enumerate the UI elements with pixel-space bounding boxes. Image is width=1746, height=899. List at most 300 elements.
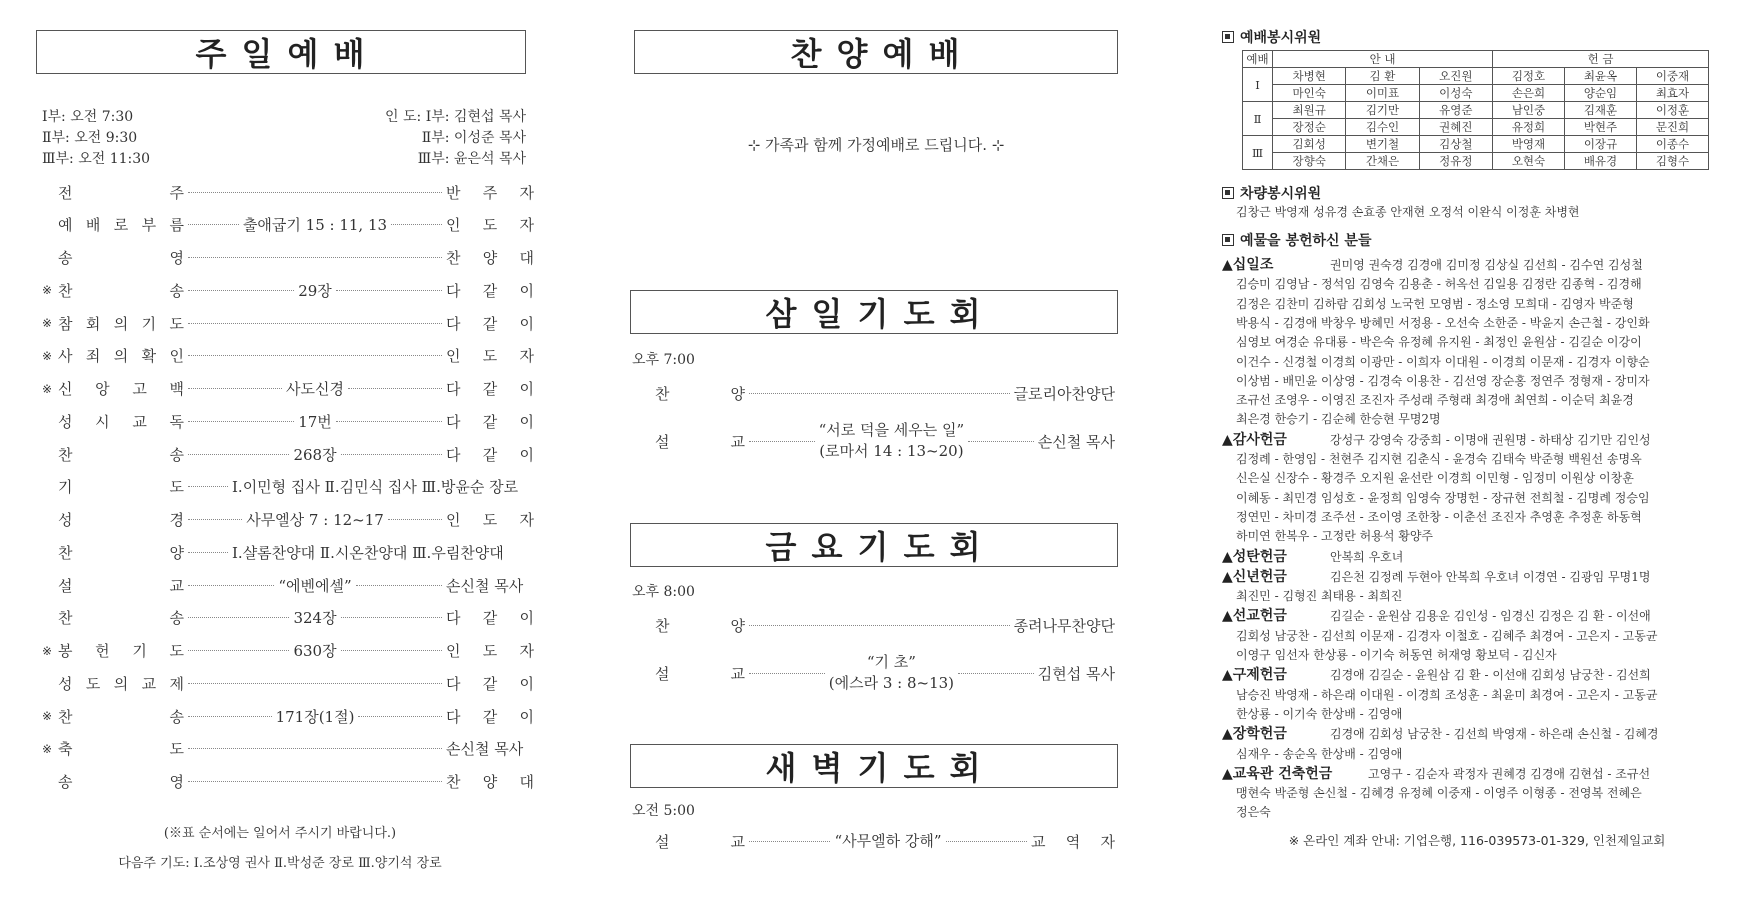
table-header bbox=[1243, 51, 1709, 68]
order-person-char: 이 bbox=[519, 609, 534, 628]
order-content-text: Ⅰ.샬롬찬양대 Ⅱ.시온찬양대 Ⅲ.우림찬양대 bbox=[232, 543, 504, 562]
meeting-row bbox=[655, 420, 1115, 462]
order-content bbox=[184, 706, 446, 727]
order-person-char: 다 bbox=[446, 281, 461, 300]
offering-names: 이영구 임선자 한상룡 - 이기숙 허동연 허재영 황보덕 - 김신자 bbox=[1236, 648, 1557, 662]
name-cell: 이미표 bbox=[1346, 85, 1419, 102]
meeting-label-char: 교 bbox=[730, 833, 745, 851]
dot-leader bbox=[356, 585, 442, 586]
order-person: 손신철 목사 bbox=[446, 740, 524, 759]
order-label-char: 시 bbox=[95, 412, 110, 431]
order-label-char: 도 bbox=[169, 478, 184, 497]
vehicle-committee-names: 김창근 박영재 성유경 손효종 안재현 오정석 이완식 이정훈 차병현 bbox=[1236, 205, 1580, 219]
meeting-label-char: 교 bbox=[730, 432, 745, 451]
sermon-title: “기 초” bbox=[866, 653, 916, 671]
order-label-char: 송 bbox=[169, 445, 184, 464]
online-account: ※ 온라인 계좌 안내: 기업은행, 116-039573-01-329, 인천제일교회 bbox=[1288, 833, 1666, 848]
dot-leader bbox=[188, 192, 442, 193]
order-content bbox=[184, 781, 446, 782]
meeting-label-char: 찬 bbox=[655, 385, 670, 403]
table-row bbox=[1243, 102, 1709, 119]
dot-leader bbox=[188, 290, 294, 291]
dot-leader bbox=[958, 673, 1034, 674]
name-cell: 이정훈 bbox=[1637, 102, 1709, 119]
order-person-char: 같 bbox=[482, 445, 498, 464]
table-row bbox=[1243, 153, 1709, 170]
order-row bbox=[42, 178, 534, 206]
name-cell: 오현숙 bbox=[1493, 153, 1565, 170]
offering-names: 김승미 김영남 - 정석임 김영숙 김용춘 - 허옥선 김일용 김정란 김종혁 - 김경해 bbox=[1236, 277, 1642, 292]
order-person-char: 도 bbox=[482, 216, 498, 235]
order-label bbox=[58, 313, 184, 334]
name-cell: 정유정 bbox=[1419, 153, 1492, 170]
order-label-char: 기 bbox=[132, 642, 147, 660]
order-person bbox=[446, 607, 534, 628]
order-label-char: 성 bbox=[58, 412, 73, 431]
name-cell: 김정호 bbox=[1493, 68, 1565, 85]
name-cell: 유영준 bbox=[1419, 102, 1492, 119]
order-content-text: 268장 bbox=[293, 445, 337, 464]
order-person-char: 다 bbox=[446, 707, 461, 726]
order-person bbox=[446, 509, 534, 530]
order-label-char: 주 bbox=[169, 183, 184, 202]
name-cell: 손은희 bbox=[1493, 85, 1565, 102]
table-header-cell: 예배 bbox=[1243, 51, 1273, 68]
offering-names: 조규선 조영우 - 이영진 조진자 주성래 주형래 최경애 최연희 - 이순덕 최윤경 bbox=[1236, 393, 1634, 408]
order-label-char: 도 bbox=[169, 642, 184, 660]
order-content bbox=[184, 257, 446, 258]
order-person bbox=[446, 345, 534, 366]
order-content-text: 사무엘상 7 : 12~17 bbox=[246, 511, 384, 529]
offering-names: 김정은 김찬미 김하람 김회성 노국헌 모영범 - 정소영 모희대 - 김영자 박준형 bbox=[1236, 296, 1634, 311]
order-label bbox=[58, 476, 184, 497]
dot-leader bbox=[188, 552, 228, 553]
offering-names: 박용식 - 김경애 박창우 방혜민 서정용 - 오선숙 소한준 - 박윤지 손근철 - 강인화 bbox=[1236, 315, 1650, 330]
name-cell: 양순임 bbox=[1565, 85, 1637, 102]
name-cell: 박영재 bbox=[1493, 136, 1565, 153]
part-cell: Ⅲ bbox=[1243, 136, 1273, 170]
order-row bbox=[42, 309, 534, 337]
order-label-char: 름 bbox=[169, 216, 184, 235]
offering-names: 고영구 - 김순자 곽정자 권혜경 김경애 김현섭 - 조규선 bbox=[1368, 766, 1651, 781]
order-row bbox=[42, 244, 534, 272]
order-row bbox=[42, 342, 534, 370]
order-content-text: “에벤에셀” bbox=[278, 576, 352, 595]
order-person bbox=[446, 247, 534, 268]
order-label-char: 의 bbox=[113, 674, 129, 693]
dot-leader bbox=[946, 841, 1027, 842]
leader-part1: 인 도: Ⅰ부: 김현섭 목사 bbox=[385, 109, 526, 125]
name-cell: 변기철 bbox=[1346, 136, 1419, 153]
part-cell: Ⅰ bbox=[1243, 68, 1273, 102]
order-label-char: 신 bbox=[58, 380, 73, 398]
offering-category: ▲감사헌금 bbox=[1222, 431, 1287, 448]
order-person bbox=[446, 640, 534, 661]
offering-names: 맹현숙 박준형 손신철 - 김혜경 유정혜 이중재 - 이영주 이형종 - 전영복 전혜은 bbox=[1236, 786, 1642, 801]
stand-mark: ※ bbox=[42, 316, 53, 330]
order-label-char: 축 bbox=[58, 740, 73, 759]
order-person-char: 대 bbox=[519, 773, 534, 791]
order-person-char: 인 bbox=[446, 642, 461, 660]
order-person-char: 자 bbox=[519, 347, 534, 366]
dot-leader bbox=[188, 650, 289, 651]
order-label-char: 전 bbox=[58, 183, 73, 202]
order-label-char: 봉 bbox=[58, 642, 73, 660]
meeting-content bbox=[819, 420, 965, 462]
order-row bbox=[42, 637, 534, 665]
offering-names: 김정례 - 한영임 - 천현주 김지현 김춘식 - 윤경숙 김태숙 박준형 백원선 송명옥 bbox=[1236, 452, 1642, 466]
meeting-person-char: 역 bbox=[1065, 833, 1081, 851]
dot-leader bbox=[188, 257, 442, 258]
order-row bbox=[42, 506, 534, 534]
order-content bbox=[184, 411, 446, 432]
name-cell: 유정희 bbox=[1493, 119, 1565, 136]
meeting-label-char: 교 bbox=[730, 664, 745, 683]
name-cell: 박현주 bbox=[1565, 119, 1637, 136]
meeting-person: 글로리아찬양단 bbox=[1013, 385, 1115, 403]
next-week-prayer: 다음주 기도: Ⅰ.조상영 권사 Ⅱ.박성준 장로 Ⅲ.양기석 장로 bbox=[118, 856, 442, 871]
table-row bbox=[1243, 85, 1709, 102]
order-person-char: 자 bbox=[519, 183, 534, 202]
order-person bbox=[446, 411, 534, 432]
order-label-char: 예 bbox=[58, 216, 73, 235]
stand-mark: ※ bbox=[42, 348, 53, 363]
order-row bbox=[42, 375, 534, 403]
dot-leader bbox=[188, 421, 294, 422]
order-label bbox=[58, 738, 184, 759]
order-label-char: 송 bbox=[169, 609, 184, 628]
name-cell: 간채은 bbox=[1346, 153, 1419, 170]
offering-names: 최은경 한승기 - 김순혜 한승현 무명2명 bbox=[1236, 412, 1441, 427]
meeting-person bbox=[1031, 831, 1115, 852]
order-row bbox=[42, 669, 534, 697]
order-content-text: Ⅰ.이민형 집사 Ⅱ.김민식 집사 Ⅲ.방윤순 장로 bbox=[232, 478, 519, 497]
meeting-label-char: 양 bbox=[730, 385, 745, 403]
name-cell: 최윤옥 bbox=[1565, 68, 1637, 85]
order-label bbox=[58, 640, 184, 661]
vehicle-committee-title: 차량봉시위원 bbox=[1240, 186, 1322, 202]
order-person-char: 다 bbox=[446, 412, 461, 431]
order-person-char: 양 bbox=[482, 249, 498, 267]
order-content bbox=[184, 355, 446, 356]
order-label-char: 인 bbox=[169, 347, 184, 366]
order-content bbox=[184, 214, 446, 235]
order-person bbox=[446, 214, 534, 235]
leader-part3: Ⅲ부: 윤은석 목사 bbox=[417, 151, 526, 167]
order-person bbox=[446, 706, 534, 727]
offering-category: ▲신년헌금 bbox=[1222, 568, 1287, 585]
dot-leader bbox=[341, 617, 442, 618]
dot-leader bbox=[391, 224, 442, 225]
meeting-label bbox=[655, 431, 745, 452]
order-person-char: 주 bbox=[482, 183, 498, 202]
sunday-times bbox=[42, 107, 150, 170]
name-cell: 마인숙 bbox=[1273, 85, 1346, 102]
dot-leader bbox=[749, 393, 1010, 394]
order-row bbox=[42, 407, 534, 435]
order-label-char: 성 bbox=[58, 674, 73, 693]
order-row bbox=[42, 276, 534, 304]
sunday-leaders bbox=[300, 107, 526, 170]
name-cell: 김 환 bbox=[1346, 68, 1419, 85]
dot-leader bbox=[188, 683, 442, 684]
friday-title: 금 요 기 도 회 bbox=[630, 523, 1118, 567]
order-person-char: 이 bbox=[519, 380, 534, 398]
order-label bbox=[58, 607, 184, 628]
order-content-text: 630장 bbox=[293, 642, 337, 660]
offering-names: 심재우 - 송순옥 한상배 - 김영애 bbox=[1236, 746, 1403, 761]
dot-leader bbox=[749, 841, 830, 842]
order-person bbox=[446, 313, 534, 334]
order-content-text: 171장(1절) bbox=[275, 707, 355, 726]
wednesday-title: 삼 일 기 도 회 bbox=[630, 290, 1118, 334]
offering-names: 이혜동 - 최민경 임성호 - 윤정희 임영숙 장명헌 - 장규현 전희철 - 김명례 정승임 bbox=[1236, 490, 1650, 505]
offering-names: 김경애 김회성 남궁찬 - 김선희 박영재 - 하은래 손신철 - 김혜경 bbox=[1330, 727, 1659, 742]
scripture-ref: (로마서 14 : 13~20) bbox=[819, 442, 964, 460]
order-content-text: 29장 bbox=[298, 281, 332, 300]
offering-names: 이상범 - 배민윤 이상영 - 김경숙 이용찬 - 김선영 장순홍 정연주 정형재 - 장미자 bbox=[1236, 373, 1650, 388]
dawn-title: 새 벽 기 도 회 bbox=[630, 744, 1118, 788]
order-person-char: 다 bbox=[446, 445, 461, 464]
order-label bbox=[58, 542, 184, 563]
meeting-label-char: 설 bbox=[655, 833, 670, 851]
time-part3: Ⅲ부: 오전 11:30 bbox=[42, 151, 151, 167]
order-person-char: 이 bbox=[519, 314, 534, 333]
order-label bbox=[58, 444, 184, 465]
order-person-char: 이 bbox=[519, 281, 534, 300]
order-label bbox=[58, 378, 184, 399]
praise-notice: ⊹ 가족과 함께 가정예배로 드립니다. ⊹ bbox=[747, 136, 1005, 154]
offering-names: 최진민 - 김형진 최태용 - 최희진 bbox=[1236, 589, 1403, 604]
order-label bbox=[58, 214, 184, 235]
order-person-char: 같 bbox=[482, 707, 498, 726]
offering-names: 김경애 김길순 - 윤원삼 김 환 - 이선애 김회성 남궁찬 - 김선희 bbox=[1330, 668, 1651, 683]
friday-time: 오후 8:00 bbox=[632, 584, 695, 600]
order-row bbox=[42, 604, 534, 632]
meeting-label-char: 양 bbox=[730, 617, 745, 635]
order-content bbox=[184, 444, 446, 465]
order-label-char: 도 bbox=[169, 314, 184, 333]
order-content bbox=[184, 192, 446, 193]
table-row bbox=[1243, 136, 1709, 153]
dot-leader bbox=[188, 617, 289, 618]
order-label-char: 찬 bbox=[58, 281, 73, 300]
order-label-char: 송 bbox=[169, 707, 184, 726]
offering-category: ▲성탄헌금 bbox=[1222, 548, 1287, 565]
name-cell: 김재훈 bbox=[1565, 102, 1637, 119]
order-person-char: 다 bbox=[446, 314, 461, 333]
meeting-label bbox=[655, 615, 745, 636]
offering-names: 김회성 남궁찬 - 김선희 이문재 - 김경자 이철호 - 김혜주 최경여 - 고은지 - 고동균 bbox=[1236, 628, 1658, 643]
order-label-char: 고 bbox=[132, 380, 147, 398]
wednesday-time: 오후 7:00 bbox=[632, 352, 695, 368]
order-label-char: 영 bbox=[169, 773, 184, 791]
order-row bbox=[42, 473, 534, 501]
order-person-char: 같 bbox=[482, 674, 498, 693]
order-label-char: 헌 bbox=[95, 642, 110, 660]
dawn-time: 오전 5:00 bbox=[632, 803, 695, 819]
order-content bbox=[184, 509, 446, 530]
dot-leader bbox=[188, 748, 442, 749]
order-label-char: 영 bbox=[169, 249, 184, 267]
order-label-char: 배 bbox=[85, 216, 101, 235]
order-label bbox=[58, 182, 184, 203]
meeting-row bbox=[655, 652, 1115, 694]
order-label-char: 경 bbox=[169, 511, 184, 529]
order-row bbox=[42, 211, 534, 239]
meeting-content bbox=[834, 831, 941, 852]
name-cell: 장향숙 bbox=[1273, 153, 1346, 170]
order-person-char: 이 bbox=[519, 707, 534, 726]
meeting-label-char: 설 bbox=[655, 432, 670, 451]
order-row bbox=[42, 538, 534, 566]
order-content-text: 17번 bbox=[298, 412, 332, 431]
meeting-label bbox=[655, 663, 745, 684]
part-cell: Ⅱ bbox=[1243, 102, 1273, 136]
order-row bbox=[42, 768, 534, 796]
order-label-char: 로 bbox=[113, 216, 129, 235]
order-person-char: 찬 bbox=[446, 249, 461, 267]
meeting-label bbox=[655, 383, 745, 404]
order-label-char: 송 bbox=[169, 281, 184, 300]
order-label-char: 양 bbox=[169, 543, 184, 562]
sermon-title: “서로 덕을 세우는 일” bbox=[818, 421, 965, 439]
dot-leader bbox=[188, 519, 242, 520]
offering-names: 이건수 - 신경철 이경희 이광만 - 이희자 이대원 - 이경희 이문재 - 김경자 이향순 bbox=[1236, 354, 1650, 369]
order-label-char: 의 bbox=[113, 314, 129, 333]
name-cell: 배유경 bbox=[1565, 153, 1637, 170]
order-row bbox=[42, 702, 534, 730]
offering-category: ▲교육관 건축헌금 bbox=[1222, 765, 1333, 782]
name-cell: 이종수 bbox=[1637, 136, 1709, 153]
meeting-person-char: 교 bbox=[1031, 833, 1046, 851]
order-content bbox=[184, 323, 446, 324]
order-person-char: 자 bbox=[519, 216, 534, 235]
order-person-char: 같 bbox=[482, 314, 498, 333]
order-person-char: 이 bbox=[519, 412, 534, 431]
name-cell: 문진희 bbox=[1637, 119, 1709, 136]
name-cell: 권혜진 bbox=[1419, 119, 1492, 136]
dot-leader bbox=[188, 781, 442, 782]
dot-leader bbox=[188, 388, 282, 389]
offering-category: ▲구제헌금 bbox=[1222, 667, 1287, 684]
order-label-char: 죄 bbox=[85, 347, 101, 366]
meeting-person-char: 자 bbox=[1100, 833, 1116, 851]
order-person bbox=[446, 444, 534, 465]
dot-leader bbox=[336, 421, 442, 422]
order-content bbox=[184, 748, 446, 749]
order-label-char: 성 bbox=[58, 511, 73, 529]
dot-leader bbox=[188, 585, 274, 586]
order-person bbox=[446, 280, 534, 301]
meeting-row bbox=[655, 615, 1115, 636]
meeting-row bbox=[655, 383, 1115, 404]
order-label bbox=[58, 771, 184, 792]
order-label-char: 찬 bbox=[58, 609, 73, 628]
order-label-char: 제 bbox=[169, 674, 184, 693]
order-label-char: 의 bbox=[113, 347, 129, 366]
order-content-text: 사도신경 bbox=[286, 380, 344, 398]
name-cell: 김기만 bbox=[1346, 102, 1419, 119]
meeting-label-char: 설 bbox=[655, 664, 670, 683]
standing-note: (※표 순서에는 일어서 주시기 바랍니다.) bbox=[163, 826, 397, 841]
order-content bbox=[184, 683, 446, 684]
order-person-char: 같 bbox=[482, 281, 498, 300]
order-person-char: 같 bbox=[482, 380, 498, 398]
offering-category: ▲선교헌금 bbox=[1222, 608, 1287, 625]
stand-mark: ※ bbox=[42, 283, 53, 298]
order-label bbox=[58, 706, 184, 727]
stand-mark: ※ bbox=[42, 381, 53, 396]
order-label-char: 도 bbox=[85, 674, 101, 693]
scripture-ref: (에스라 3 : 8~13) bbox=[828, 674, 955, 692]
order-person bbox=[446, 182, 534, 203]
square-bullet-icon bbox=[1222, 31, 1234, 43]
name-cell: 최원규 bbox=[1273, 102, 1346, 119]
order-person-char: 다 bbox=[446, 674, 461, 693]
meeting-label-char: 찬 bbox=[655, 617, 670, 635]
meeting-person: 종려나무찬양단 bbox=[1013, 617, 1115, 635]
offering-names: 하미연 한복우 - 고정란 허용석 황양주 bbox=[1236, 529, 1434, 544]
order-row bbox=[42, 571, 534, 599]
order-person: 손신철 목사 bbox=[446, 576, 524, 595]
sermon-title: “사무엘하 강해” bbox=[834, 832, 942, 850]
name-cell: 차병현 bbox=[1273, 68, 1346, 85]
time-part2: Ⅱ부: 오전 9:30 bbox=[42, 130, 138, 146]
offering-names: 신은실 신장수 - 황경주 오지원 윤선란 이경희 이민형 - 임정미 이원상 이창훈 bbox=[1236, 471, 1634, 486]
order-label-char: 확 bbox=[141, 347, 157, 366]
order-person-char: 인 bbox=[446, 216, 461, 235]
time-part1: Ⅰ부: 오전 7:30 bbox=[42, 109, 134, 125]
order-person-char: 이 bbox=[519, 445, 534, 464]
order-label-char: 찬 bbox=[58, 707, 73, 726]
dot-leader bbox=[336, 290, 442, 291]
order-person-char: 대 bbox=[519, 249, 534, 267]
leader-part2: Ⅱ부: 이성준 목사 bbox=[421, 130, 526, 146]
dot-leader bbox=[341, 454, 442, 455]
order-label-char: 찬 bbox=[58, 445, 73, 464]
praise-title: 찬 양 예 배 bbox=[634, 30, 1118, 74]
offering-names: 안복희 우호녀 bbox=[1330, 549, 1404, 564]
dot-leader bbox=[188, 224, 239, 225]
order-person-char: 인 bbox=[446, 511, 461, 529]
name-cell: 이중재 bbox=[1637, 68, 1709, 85]
order-content bbox=[184, 607, 446, 628]
order-label-char: 교 bbox=[141, 674, 157, 693]
name-cell: 오진원 bbox=[1419, 68, 1492, 85]
order-label-char: 독 bbox=[169, 412, 184, 431]
dot-leader bbox=[188, 355, 442, 356]
name-cell: 김형수 bbox=[1637, 153, 1709, 170]
meeting-label bbox=[655, 831, 745, 852]
dot-leader bbox=[188, 323, 442, 324]
offering-names: 한상룡 - 이기숙 한상배 - 김영애 bbox=[1236, 706, 1403, 721]
dot-leader bbox=[388, 519, 442, 520]
offering-names: 심영보 여경순 유대룡 - 박은숙 유정혜 유지원 - 최정인 윤원삼 - 김길순 이강이 bbox=[1236, 335, 1642, 350]
order-content bbox=[184, 280, 446, 301]
order-content-text: 출애굽기 15 : 11, 13 bbox=[242, 216, 388, 235]
order-content bbox=[184, 476, 534, 497]
order-person-char: 다 bbox=[446, 609, 461, 628]
offering-names: 김은천 김정례 두현아 안복희 우호녀 이경연 - 김광임 무명1명 bbox=[1330, 569, 1651, 584]
order-label-char: 사 bbox=[58, 347, 73, 366]
offerings-heading bbox=[1222, 230, 1371, 250]
offerings-title: 예물을 봉헌하신 분들 bbox=[1240, 233, 1372, 249]
order-person bbox=[446, 673, 534, 694]
order-label-char: 교 bbox=[132, 412, 147, 431]
order-person-char: 같 bbox=[482, 412, 498, 431]
order-label-char: 회 bbox=[85, 314, 101, 333]
